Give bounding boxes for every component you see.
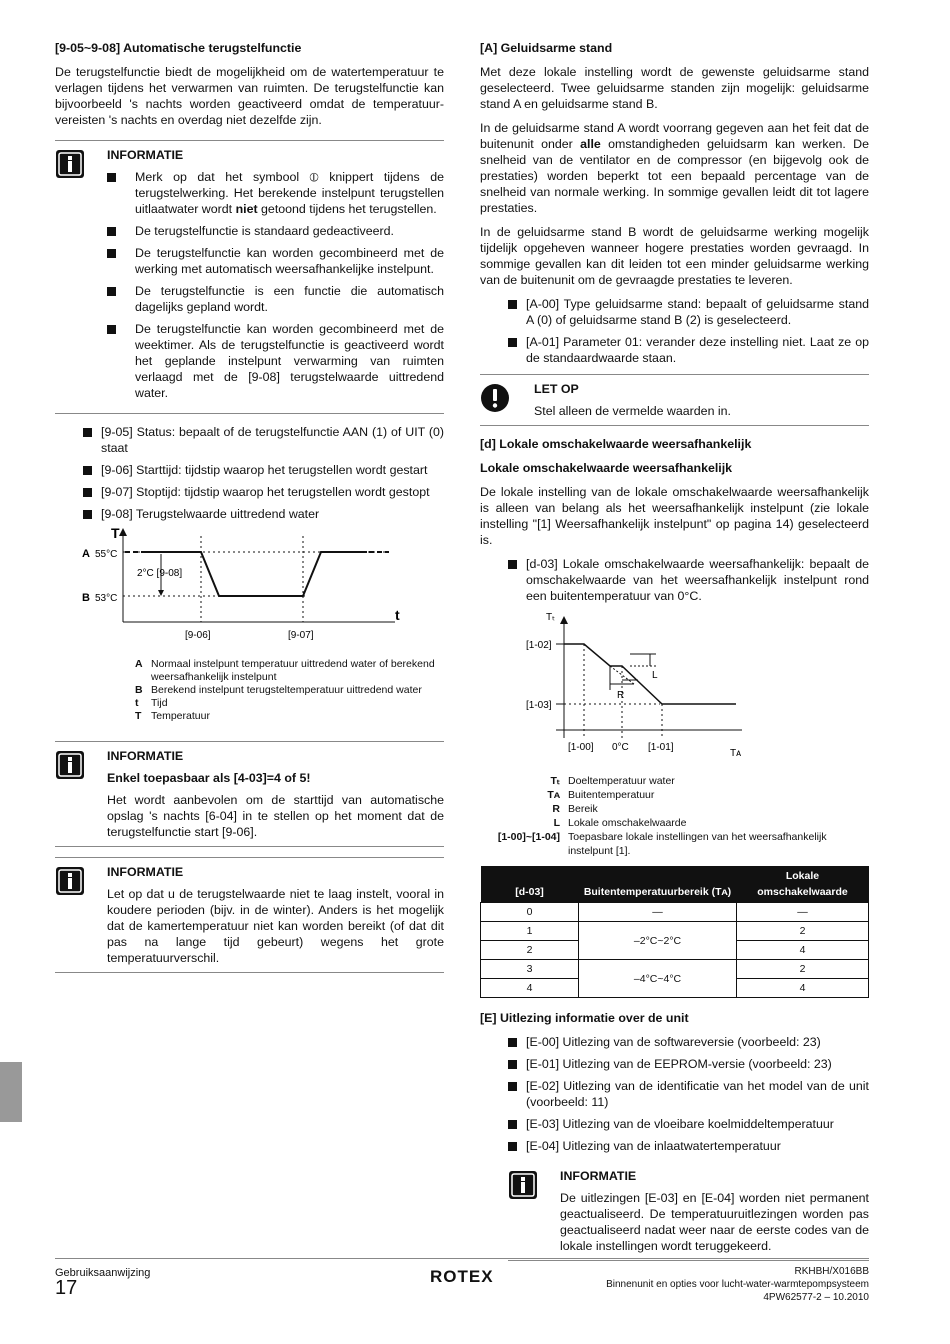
- tick-0C: 0°C: [612, 742, 629, 753]
- right-column: [480, 40, 869, 1271]
- legend-key: t: [135, 697, 139, 709]
- legend-key: [1-00]~[1-04]: [497, 831, 560, 843]
- tick-1-02: [1-02]: [526, 640, 552, 651]
- subsection-title: Lokale omschakelwaarde weersafhankelijk: [480, 461, 733, 475]
- axis-T: T: [111, 528, 120, 541]
- footer-doc-name: Gebruiksaanwijzing: [55, 1267, 151, 1279]
- footer-model: RKHBH/X016BB: [794, 1266, 869, 1277]
- page-footer: [55, 1258, 869, 1303]
- setting-bullet: [A-00] Type geluidsarme stand: bepaalt of geluidsarme stand A (0) of geluidsarme stand B (2) is geselecteerd.: [508, 296, 869, 328]
- axis-t: t: [395, 607, 400, 623]
- value-55: 55°C: [95, 549, 118, 560]
- setting-bullet: [9-07] Stoptijd: tijdstip waarop het terugstellen wordt gestopt: [83, 484, 444, 500]
- tick-1-03: [1-03]: [526, 700, 552, 711]
- caution-text: Stel alleen de vermelde waarden in.: [534, 404, 731, 418]
- table-header: Buitentemperatuurbereik (Tᴀ): [579, 866, 737, 903]
- info-icon: [55, 149, 85, 179]
- paragraph: In de geluidsarme stand B wordt de geluidsarme werking mogelijk tijdelijk opgeheven wanneer hogere prestaties worden gevraagd. In sommige gevallen kan dit leiden tot een minder geluidsarme werking van de buitenunit om de gevraagde prestaties te leveren.: [480, 225, 869, 287]
- brand-logo: ROTEX: [430, 1267, 494, 1286]
- info-box-2: [55, 741, 444, 847]
- paragraph: Met deze lokale instelling wordt de gewenste geluidsarme stand geselecteerd. Twee geluidsarme standen zijn mogelijk: geluidsarme stand A en geluidsarme stand B.: [480, 65, 869, 111]
- setting-bullet: [9-06] Starttijd: tijdstip waarop het terugstellen wordt gestart: [83, 462, 444, 478]
- section-title-omschakel: [d] Lokale omschakelwaarde weersafhankelijk: [480, 437, 752, 451]
- legend-key: B: [135, 684, 143, 696]
- section-title-terugstel: [9-05~9-08] Automatische terugstelfunctie: [55, 41, 302, 55]
- info-text: De uitlezingen [E-03] en [E-04] worden niet permanent geactualiseerd. De temperatuuruitlezingen worden pas geactualiseerd nadat weer naar de eerste codes van de lokale instellingen wordt teruggekeerd.: [560, 1191, 869, 1253]
- info-title: INFORMATIE: [107, 749, 184, 763]
- legend-value: Doeltemperatuur water: [568, 775, 675, 787]
- legend-key: Tᴀ: [547, 789, 560, 801]
- paragraph: De lokale instelling van de lokale omschakelwaarde weersafhankelijk is alleen van belang als het weersafhankelijk instelpunt (zie lokale instelling "[1] Weersafhankelijk instelpunt" op pagina 14) geselecteerd is.: [480, 485, 869, 547]
- info-title: INFORMATIE: [560, 1169, 637, 1183]
- table-row: 0 — —: [481, 903, 869, 922]
- label-R: R: [617, 690, 625, 701]
- paragraph: In de geluidsarme stand A wordt voorrang gegeven aan het feit dat de buitenunit onder alle omstandigheden geluidsarm kan werken. De snelheid van de ventilator en de compressor (en bijgevolg ook de prestaties) worden beperkt tot een bepaald percentage van de snelheid van normale werking. In sommige gevallen leidt dit tot lagere prestaties.: [480, 121, 869, 215]
- info-bullet: De terugstelfunctie kan worden gecombineerd met de werking met automatisch weersafhankelijke instelpunt.: [107, 245, 444, 277]
- table-row: 2 4: [481, 941, 869, 960]
- info-bullet: De terugstelfunctie is een functie die automatisch dagelijks gepland wordt.: [107, 283, 444, 315]
- delta-label: 2°C [9-08]: [137, 568, 183, 579]
- caution-box: [480, 374, 869, 426]
- table-row: 4 4: [481, 979, 869, 998]
- setting-bullet: [d-03] Lokale omschakelwaarde weersafhankelijk: bepaalt de omschakelwaarde van het weersafhankelijk instelpunt rond een buitentemperatuur van 0°C.: [508, 556, 869, 604]
- setting-bullet: [E-01] Uitlezing van de EEPROM-versie (voorbeeld: 23): [508, 1056, 869, 1072]
- chapter-tab: [0, 1062, 22, 1122]
- setting-bullet: [9-08] Terugstelwaarde uittredend water: [83, 506, 444, 522]
- legend-value: Temperatuur: [151, 710, 210, 722]
- tick-9-07: [9-07]: [288, 630, 314, 641]
- table-header: [d-03]: [481, 866, 579, 903]
- tick-1-01: [1-01]: [648, 742, 674, 753]
- switch-value-table: [480, 866, 869, 998]
- legend-value: Bereik: [568, 803, 598, 815]
- section-title-geluidsarm: [A] Geluidsarme stand: [480, 41, 613, 55]
- table-row: 1 –2°C~2°C 2: [481, 922, 869, 941]
- caution-title: LET OP: [534, 382, 579, 396]
- legend-key: R: [552, 803, 560, 815]
- setting-bullet: [E-02] Uitlezing van de identificatie van het model van de unit (voorbeeld: 11): [508, 1078, 869, 1110]
- weather-curve-diagram: [480, 610, 869, 760]
- warning-icon: [480, 383, 510, 413]
- axis-Tt: Tₜ: [546, 612, 556, 623]
- left-column: [55, 40, 444, 983]
- setting-bullet: [E-04] Uitlezing van de inlaatwatertemperatuur: [508, 1138, 869, 1154]
- figure-legend: [470, 774, 869, 858]
- footer-desc: Binnenunit en opties voor lucht-water-warmtepompsysteem: [606, 1279, 869, 1290]
- legend-key: Tₜ: [550, 775, 560, 787]
- label-A: A: [82, 548, 90, 560]
- tick-1-00: [1-00]: [568, 742, 594, 753]
- info-box-4: [508, 1162, 869, 1261]
- label-B: B: [82, 592, 90, 604]
- table-header: Lokale omschakelwaarde: [737, 866, 869, 903]
- info-bullet: De terugstelfunctie kan worden gecombineerd met de weektimer. Als de terugstelfunctie is geactiveerd wordt het geplande instelpunt verwarming van ruimten verlaagd met de [9-08] terugstelwaarde uittredend water.: [107, 321, 444, 401]
- info-text: Let op dat u de terugstelwaarde niet te laag instelt, vooral in koudere perioden (bijv. in de winter). Anders is het mogelijk dat de kamertemperatuur niet kan worden bereikt (of dat dit pas na lange tijd gebeurt) wegens het grote temperatuurverschil.: [107, 887, 444, 965]
- setting-bullet: [E-00] Uitlezing van de softwareversie (voorbeeld: 23): [508, 1034, 869, 1050]
- tick-9-06: [9-06]: [185, 630, 211, 641]
- legend-value: Lokale omschakelwaarde: [568, 817, 687, 829]
- info-subtitle: Enkel toepasbaar als [4-03]=4 of 5!: [107, 771, 311, 785]
- label-L: L: [652, 670, 658, 681]
- setting-bullet: [E-03] Uitlezing van de vloeibare koelmiddeltemperatuur: [508, 1116, 869, 1132]
- legend-value: Berekend instelpunt terugsteltemperatuur uittredend water: [151, 684, 422, 696]
- footer-code: 4PW62577-2 – 10.2010: [763, 1292, 869, 1303]
- axis-TA: Tᴀ: [730, 748, 742, 759]
- intro-paragraph: De terugstelfunctie biedt de mogelijkheid om de watertemperatuur te verlagen tijdens het verwarmen van ruimten. De terugstelfunctie kan bijvoorbeeld 's nachts worden geactiveerd omdat de temperatuur-vereisten 's nachts en overdag niet dezelfde zijn.: [55, 65, 444, 127]
- info-icon: [508, 1170, 538, 1200]
- setting-bullet: [A-01] Parameter 01: verander deze instelling niet. Laat ze op de standaardwaarde staan.: [508, 334, 869, 366]
- legend-key: L: [553, 817, 560, 829]
- legend-key: A: [135, 658, 143, 670]
- info-text: Het wordt aanbevolen om de starttijd van automatische opslag 's nachts [6-04] in te stellen op het moment dat de terugstelfunctie start [9-06].: [107, 793, 444, 839]
- info-bullet: De terugstelfunctie is standaard gedeactiveerd.: [107, 223, 444, 239]
- legend-value: Toepasbare lokale instellingen van het weersafhankelijk instelpunt [1].: [568, 831, 827, 857]
- legend-value: Normaal instelpunt temperatuur uittredend water of berekend weersafhankelijk instelpunt: [151, 658, 435, 683]
- setback-diagram: [55, 528, 444, 650]
- info-title: INFORMATIE: [107, 148, 184, 162]
- info-box-1: [55, 140, 444, 414]
- legend-key: T: [135, 710, 142, 722]
- info-icon: [55, 866, 85, 896]
- info-title: INFORMATIE: [107, 865, 184, 879]
- legend-value: Tijd: [151, 697, 168, 709]
- figure-legend: [135, 658, 444, 723]
- info-bullet: Merk op dat het symbool ⦶ knippert tijdens de terugstelwerking. Het berekende instelpunt terugstellen uitlaatwater wordt niet getoond tijdens het terugstellen.: [107, 169, 444, 217]
- info-icon: [55, 750, 85, 780]
- section-title-uitlezing: [E] Uitlezing informatie over de unit: [480, 1011, 689, 1025]
- page-number: 17: [55, 1277, 78, 1299]
- legend-value: Buitentemperatuur: [568, 789, 655, 801]
- value-53: 53°C: [95, 593, 118, 604]
- setting-bullet: [9-05] Status: bepaalt of de terugstelfunctie AAN (1) of UIT (0) staat: [83, 424, 444, 456]
- info-box-3: [55, 857, 444, 973]
- table-row: 3 –4°C~4°C 2: [481, 960, 869, 979]
